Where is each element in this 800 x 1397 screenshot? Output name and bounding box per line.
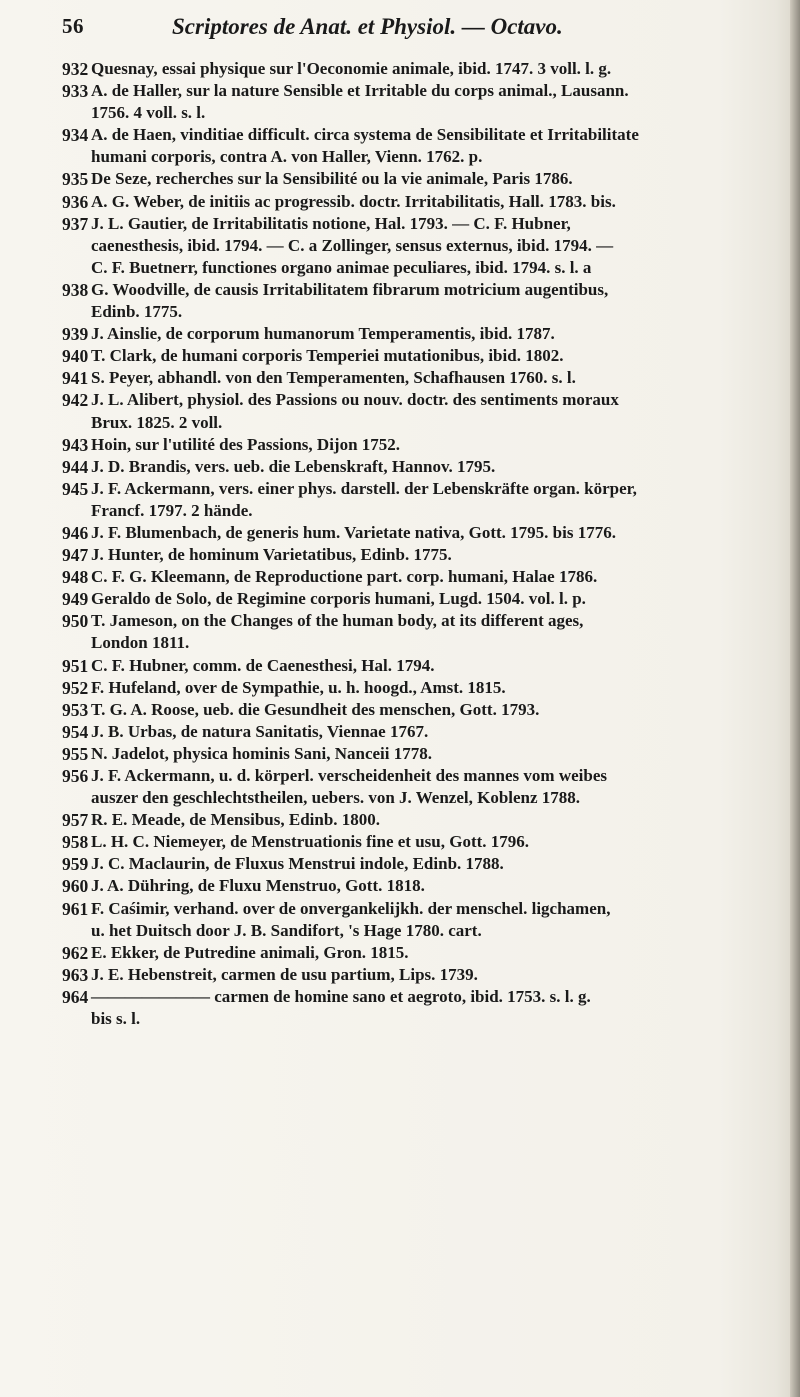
bibliography-entry <box>64 544 790 566</box>
entry-number: 961 <box>62 898 89 919</box>
entry-number: 933 <box>62 81 89 102</box>
entry-number: 944 <box>62 456 89 477</box>
bibliography-entry <box>64 677 790 699</box>
entry-text: T. Clark, de humani corporis Temperiei mutationibus, ibid. 1802. <box>91 346 564 366</box>
entry-number: 949 <box>62 589 89 610</box>
entry-text: J. L. Gautier, de Irritabilitatis notione, Hal. 1793. — C. F. Hubner, caenesthesis, ibid. 1794. — C. a Zollinger, sensus externus, ibid. 1794. — C. F. Buetnerr, functiones organo animae peculiares, ibid. 1794. s. l. a <box>91 213 614 277</box>
entry-text: J. F. Ackermann, vers. einer phys. darstell. der Lebenskräfte organ. körper, Francf. 1797. 2 hände. <box>91 478 637 520</box>
bibliography-entry <box>64 191 790 213</box>
entry-text: J. C. Maclaurin, de Fluxus Menstrui indole, Edinb. 1788. <box>91 854 504 874</box>
entry-text: Hoin, sur l'utilité des Passions, Dijon 1752. <box>91 434 401 454</box>
entry-number: 945 <box>62 478 89 499</box>
bibliography-entry <box>64 367 790 389</box>
entry-number: 934 <box>62 125 89 146</box>
bibliography-entry <box>64 478 790 522</box>
bibliography-entry <box>64 610 790 654</box>
bibliography-entry <box>64 124 790 168</box>
bibliography-entry <box>64 831 790 853</box>
entry-number: 960 <box>62 876 89 897</box>
bibliography-entry <box>64 655 790 677</box>
bibliography-entry <box>64 389 790 433</box>
entry-number: 936 <box>62 191 89 212</box>
entry-text: L. H. C. Niemeyer, de Menstruationis fine et usu, Gott. 1796. <box>91 832 530 852</box>
bibliography-list <box>64 58 790 1030</box>
entry-text: ——————— carmen de homine sano et aegroto, ibid. 1753. s. l. g. bis s. l. <box>91 986 591 1029</box>
entry-text: G. Woodville, de causis Irritabilitatem fibrarum motricium augentibus, Edinb. 1775. <box>91 279 609 322</box>
entry-text: C. F. Hubner, comm. de Caenesthesi, Hal. 1794. <box>91 655 435 675</box>
entry-number: 940 <box>62 346 89 367</box>
entry-number: 958 <box>62 832 89 853</box>
entry-number: 963 <box>62 964 89 985</box>
bibliography-entry <box>64 566 790 588</box>
bibliography-entry <box>64 345 790 367</box>
entry-text: A. G. Weber, de initiis ac progressib. doctr. Irritabilitatis, Hall. 1783. bis. <box>91 191 616 211</box>
entry-text: Geraldo de Solo, de Regimine corporis humani, Lugd. 1504. vol. l. p. <box>91 589 586 609</box>
entry-number: 955 <box>62 743 89 764</box>
bibliography-entry <box>64 588 790 610</box>
entry-text: J. Hunter, de hominum Varietatibus, Edinb. 1775. <box>91 545 452 565</box>
bibliography-entry <box>64 213 790 279</box>
bibliography-entry <box>64 898 790 942</box>
bibliography-entry <box>64 168 790 190</box>
bibliography-entry <box>64 765 790 809</box>
bibliography-entry <box>64 456 790 478</box>
bibliography-entry <box>64 699 790 721</box>
entry-text: J. F. Ackermann, u. d. körperl. verscheidenheit des mannes vom weibes auszer den geschlechtstheilen, uebers. von J. Wenzel, Koblenz 1788. <box>91 766 607 808</box>
entry-text: T. G. A. Roose, ueb. die Gesundheit des menschen, Gott. 1793. <box>91 699 540 719</box>
entry-text: T. Jameson, on the Changes of the human body, at its different ages, London 1811. <box>91 611 584 653</box>
entry-number: 942 <box>62 390 89 411</box>
entry-number: 938 <box>62 279 89 300</box>
entry-text: J. L. Alibert, physiol. des Passions ou nouv. doctr. des sentiments moraux Brux. 1825. 2 voll. <box>91 390 619 432</box>
entry-number: 947 <box>62 545 89 566</box>
entry-number: 951 <box>62 655 89 676</box>
entry-text: A. de Haen, vinditiae difficult. circa systema de Sensibilitate et Irritabilitate humani corporis, contra A. von Haller, Vienn. 1762. p. <box>91 125 639 167</box>
entry-number: 952 <box>62 677 89 698</box>
entry-text: A. de Haller, sur la nature Sensible et Irritable du corps animal., Lausann. 1756. 4 voll. s. l. <box>91 81 629 123</box>
entry-number: 935 <box>62 169 89 190</box>
entry-text: Quesnay, essai physique sur l'Oeconomie animale, ibid. 1747. 3 voll. l. g. <box>91 59 612 78</box>
bibliography-entry <box>64 986 790 1030</box>
entry-number: 953 <box>62 699 89 720</box>
bibliography-entry <box>64 279 790 323</box>
entry-number: 939 <box>62 324 89 345</box>
entry-text: J. B. Urbas, de natura Sanitatis, Viennae 1767. <box>91 721 429 741</box>
bibliography-entry <box>64 875 790 897</box>
entry-text: J. D. Brandis, vers. ueb. die Lebenskraft, Hannov. 1795. <box>91 456 496 476</box>
entry-text: R. E. Meade, de Mensibus, Edinb. 1800. <box>91 810 381 830</box>
entry-number: 950 <box>62 611 89 632</box>
entry-number: 959 <box>62 854 89 875</box>
bibliography-entry <box>64 58 790 80</box>
entry-number: 957 <box>62 810 89 831</box>
entry-text: J. E. Hebenstreit, carmen de usu partium, Lips. 1739. <box>91 964 478 984</box>
entry-number: 932 <box>62 59 89 79</box>
page-edge-shadow <box>790 0 800 1397</box>
bibliography-entry <box>64 522 790 544</box>
page-header <box>62 6 722 46</box>
entry-text: F. Caśimir, verhand. over de onvergankelijkh. der menschel. ligchamen, u. het Duitsch door J. B. Sandifort, 's Hage 1780. cart. <box>91 898 611 940</box>
entry-text: J. F. Blumenbach, de generis hum. Varietate nativa, Gott. 1795. bis 1776. <box>91 522 616 542</box>
entry-text: C. F. G. Kleemann, de Reproductione part. corp. humani, Halae 1786. <box>91 567 598 587</box>
entry-number: 941 <box>62 368 89 389</box>
entry-number: 962 <box>62 942 89 963</box>
entry-number: 954 <box>62 721 89 742</box>
entry-text: J. A. Dühring, de Fluxu Menstruo, Gott. 1818. <box>91 876 425 896</box>
bibliography-entry <box>64 323 790 345</box>
running-title: Scriptores de Anat. et Physiol. — Octavo. <box>172 14 563 39</box>
bibliography-entry <box>64 721 790 743</box>
entry-text: F. Hufeland, over de Sympathie, u. h. hoogd., Amst. 1815. <box>91 677 506 697</box>
bibliography-entry <box>64 80 790 124</box>
entry-text: S. Peyer, abhandl. von den Temperamenten, Schafhausen 1760. s. l. <box>91 368 576 388</box>
entry-text: N. Jadelot, physica hominis Sani, Nanceii 1778. <box>91 743 432 763</box>
bibliography-entry <box>64 964 790 986</box>
bibliography-entry <box>64 809 790 831</box>
entry-number: 946 <box>62 522 89 543</box>
entry-number: 956 <box>62 766 89 786</box>
entry-text: J. Ainslie, de corporum humanorum Temperamentis, ibid. 1787. <box>91 324 555 344</box>
entry-number: 943 <box>62 434 89 455</box>
bibliography-entry <box>64 853 790 875</box>
entry-text: E. Ekker, de Putredine animali, Gron. 1815. <box>91 942 409 962</box>
entry-number: 948 <box>62 567 89 588</box>
bibliography-entry <box>64 434 790 456</box>
bibliography-entry <box>64 942 790 964</box>
entry-text: De Seze, recherches sur la Sensibilité ou la vie animale, Paris 1786. <box>91 169 573 189</box>
page-number: 56 <box>62 14 84 38</box>
bibliography-entry <box>64 743 790 765</box>
entry-number: 937 <box>62 213 89 234</box>
entry-number: 964 <box>62 986 89 1007</box>
